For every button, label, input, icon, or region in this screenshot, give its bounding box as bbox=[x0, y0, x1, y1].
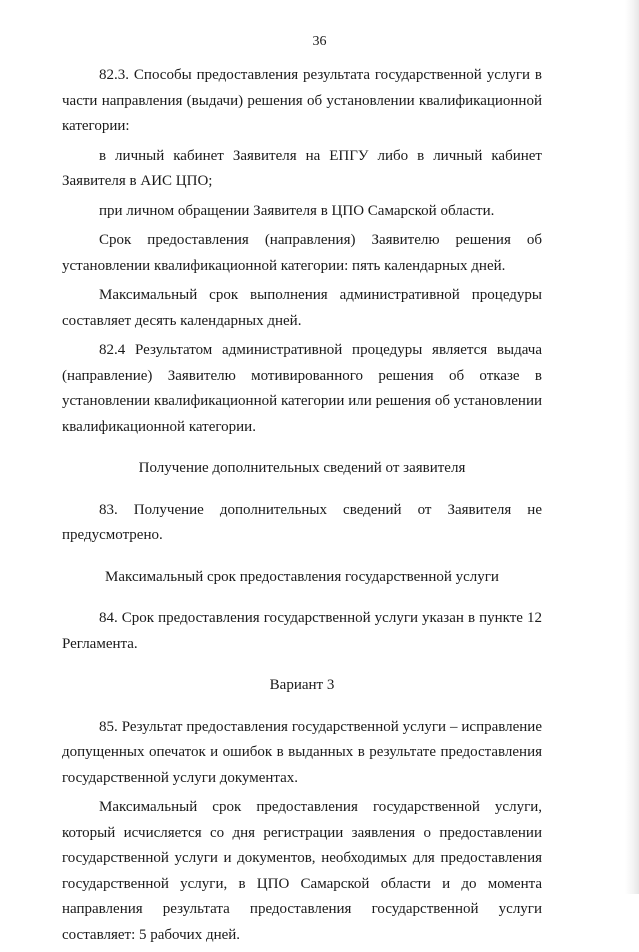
paragraph-delivery-epgu: в личный кабинет Заявителя на ЕПГУ либо в личный кабинет Заявителя в АИС ЦПО; bbox=[62, 147, 542, 189]
paragraph-max-procedure-term: Максимальный срок выполнения административной процедуры составляет десять календарных дней. bbox=[62, 287, 542, 329]
paragraph-82-4: 82.4 Результатом административной процедуры является выдача (направление) Заявителю мотивированного решения об отказе в установлении квалификационной категории или решения об установлении квалификационной категории. bbox=[62, 342, 542, 435]
paragraph-82-3: 82.3. Способы предоставления результата государственной услуги в части направления (выдачи) решения об установлении квалификационной категории: bbox=[62, 67, 542, 134]
paragraph-delivery-in-person: при личном обращении Заявителя в ЦПО Самарской области. bbox=[99, 202, 495, 219]
page-number: 36 bbox=[312, 34, 327, 49]
section-heading-max-term: Максимальный срок предоставления государственной услуги bbox=[105, 568, 499, 585]
paragraph-delivery-term: Срок предоставления (направления) Заявителю решения об установлении квалификационной категории: пять календарных дней. bbox=[62, 232, 542, 274]
paragraph-max-service-term: Максимальный срок предоставления государственной услуги, который исчисляется со дня регистрации заявления о предоставлении государственной услуги и документов, необходимых для предоставления государственной услуги, в ЦПО Самарской области и до момента направления результата предоставления государственной услуги составляет: 5 рабочих дней. bbox=[62, 799, 542, 943]
paragraph-84: 84. Срок предоставления государственной услуги указан в пункте 12 Регламента. bbox=[62, 610, 542, 652]
paragraph-85: 85. Результат предоставления государственной услуги – исправление допущенных опечаток и ошибок в выданных в результате предоставления государственной услуги документах. bbox=[62, 718, 542, 786]
section-heading-additional-info: Получение дополнительных сведений от заявителя bbox=[138, 460, 466, 476]
paragraph-83: 83. Получение дополнительных сведений от Заявителя не предусмотрено. bbox=[62, 501, 542, 543]
document-body bbox=[62, 63, 542, 952]
section-heading-variant-3: Вариант 3 bbox=[269, 677, 335, 693]
scan-edge-shadow bbox=[625, 0, 639, 894]
